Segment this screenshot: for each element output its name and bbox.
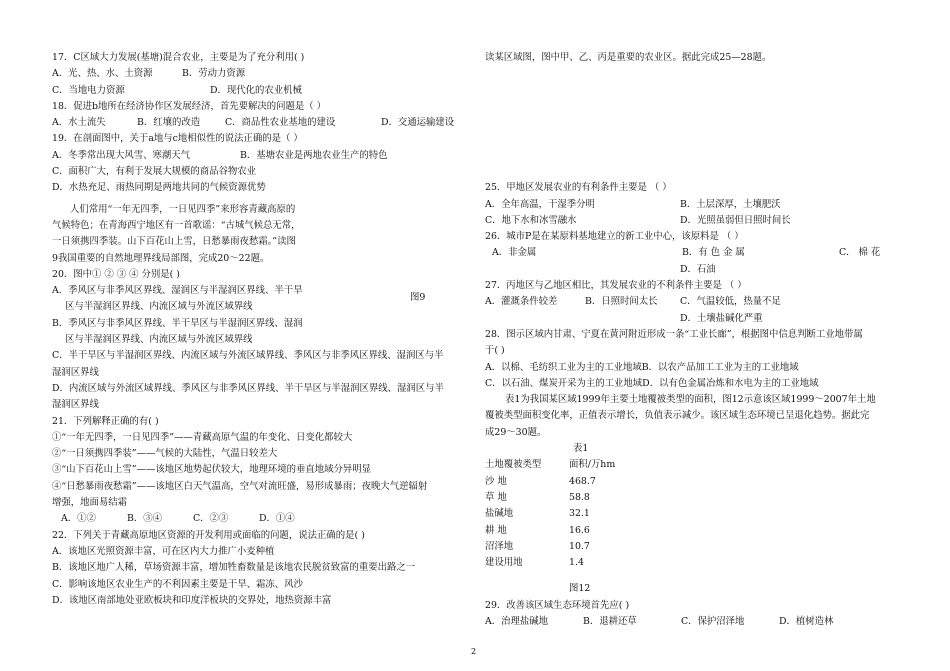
q20-option-d-2: 湿润区界线 (52, 399, 99, 411)
q22-option-c: C．影响该地区农业生产的不利因素主要是干旱、霜冻、风沙 (52, 578, 303, 590)
q20-option-a-2: 区与半湿润区界线、内流区域与外流区域界线 (65, 301, 253, 313)
table-cell-type: 耕 地 (485, 524, 507, 536)
q26-stem: 26．城市P是在某原料基地建立的新工业中心，该原料是 （ ） (485, 231, 744, 243)
q19-option-d: D．水热充足、雨热同期是两地共同的气候资源优势 (52, 182, 266, 194)
q20-option-d-1: D．内流区域与外流区域界线、季风区与非季风区界线、半干旱区与半湿润区界线、湿润区与半 (52, 382, 444, 394)
q29-stem: 29．改善该区域生态环境首先应( ) (485, 599, 630, 611)
q27-option-c: C．气温较低，热量不足 (680, 296, 781, 308)
q25-options-cd (485, 213, 905, 229)
table-row (485, 539, 615, 555)
intro-line-1: 人们常用“一年无四季，一日见四季”来形容青藏高原的 (70, 203, 296, 215)
q26-option-b: B．有 色 金 属 (682, 247, 745, 259)
q25-option-c: C．地下水和冰雪融水 (485, 214, 577, 226)
q21-option-b: B．③④ (127, 513, 163, 525)
table-header (485, 457, 615, 473)
q20-option-c-2: 湿润区界线 (52, 366, 99, 378)
q21-options (52, 511, 467, 527)
q20-stem: 20．图中① ② ③ ④ 分别是( ) (52, 268, 180, 280)
q20-option-b-1: B．季风区与非季风区界线、半干旱区与半湿润区界线、湿润 (52, 317, 303, 329)
land-cover-table (485, 457, 615, 571)
q19-options-ab (52, 148, 467, 164)
q22-stem: 22．下列关于青藏高原地区资源的开发利用或面临的问题，说法正确的是( ) (52, 529, 365, 541)
table-cell-area: 10.7 (569, 540, 590, 552)
q28-option-ab: A．以棉、毛纺织工业为主的工业地域B．以农产品加工工业为主的工业地域 (485, 361, 799, 373)
q18-option-c: C．商品性农业基地的建设 (225, 117, 336, 129)
table-cell-type: 沙 地 (485, 475, 507, 487)
q21-option-a: A．①② (61, 513, 96, 525)
q29-option-d: D．植树造林 (779, 616, 834, 628)
intro-line-2: 气候特色；在青海西宁地区有一首歌谣：“古城气候总无常， (52, 219, 301, 231)
q25-option-a: A．全年高温，干湿季分明 (485, 198, 595, 210)
q25-options-ab (485, 197, 905, 213)
q17-options-ab (52, 66, 467, 82)
table-cell-type: 草 地 (485, 491, 507, 503)
table-header-type: 土地覆被类型 (485, 459, 542, 471)
table-intro-1: 表1为我国某区域1999年主要土地覆被类型的面积，图12示意该区域1999～2007年土地 (505, 394, 876, 406)
q22-option-b: B．该地区地广人稀，草场资源丰富，增加牲畜数量是该地农民脱贫致富的重要出路之一 (52, 562, 416, 574)
table-row (485, 555, 615, 571)
table-row (485, 474, 615, 490)
q21-option-c: C．②③ (193, 513, 229, 525)
q27-option-b: B．日照时间太长 (585, 296, 658, 308)
q21-item-2: ②“一日须携四季装”——气候的大陆性，气温日较差大 (52, 448, 278, 460)
left-column (52, 50, 467, 609)
q18-option-a: A．水土流失 (52, 117, 106, 129)
q20-option-a-1: A．季风区与非季风区界线、湿润区与半湿润区界线、半干旱 (52, 285, 303, 297)
map-placeholder (485, 66, 905, 180)
table-cell-area: 32.1 (569, 508, 590, 520)
table-cell-area: 468.7 (569, 475, 596, 487)
q19-option-c: C．面积广大，有利于发展大规模的商品谷物农业 (52, 166, 257, 178)
table-cell-area: 1.4 (569, 557, 584, 569)
table-row (485, 523, 615, 539)
intro-line-4: 9我国重要的自然地理界线局部图，完成20～22题。 (52, 252, 270, 264)
q27-option-d: D．土壤盐碱化严重 (680, 312, 763, 324)
intro-line-3: 一日须携四季装。山下百花山上雪，日愁暴雨夜愁霜。”读图 (52, 236, 296, 248)
table-title: 表1 (573, 443, 589, 455)
q22-option-d: D．该地区南部地处亚欧板块和印度洋板块的交界处，地热资源丰富 (52, 594, 332, 606)
q28-stem-1: 28．图示区域内甘肃、宁夏在黄河附近形成一条“工业长廊”，根据图中信息判断工业地带属 (485, 328, 863, 340)
q17-option-a: A．光、热、水、土资源 (52, 68, 153, 80)
q26-option-a: A．非金属 (492, 247, 537, 259)
q29-option-a: A．治理盐碱地 (485, 616, 549, 628)
table-cell-type: 盐碱地 (485, 508, 514, 520)
q26-option-d: D．石油 (680, 263, 716, 275)
q21-item-1: ①“一年无四季，一日见四季”——青藏高原气温的年变化、日变化都较大 (52, 431, 353, 443)
q17-option-b: B．劳动力资源 (182, 68, 246, 80)
q29-option-b: B．退耕还草 (583, 616, 637, 628)
q29-options (485, 614, 905, 630)
page-number: 2 (471, 647, 477, 656)
q19-option-b: B．基塘农业是两地农业生产的特色 (240, 149, 388, 161)
q21-stem: 21．下列解释正确的有( ) (52, 415, 159, 427)
q21-item-4a: ④“日愁暴雨夜愁霜”——该地区白天气温高，空气对流旺盛，易形成暴雨；夜晚大气逆辐射 (52, 480, 428, 492)
q26-option-c: C． 棉 花 (839, 247, 881, 259)
q18-options (52, 115, 467, 131)
q19-option-a: A．冬季常出现大风雪、寒潮天气 (52, 149, 191, 161)
q27-stem: 27．丙地区与乙地区相比，其发展农业的不利条件主要是 （ ） (485, 280, 747, 292)
q25-option-d: D．光照虽弱但日照时间长 (680, 214, 791, 226)
q21-item-3: ③“山下百花山上雪”——该地区地势起伏较大，地理环境的垂直地域分异明显 (52, 464, 371, 476)
q18-stem: 18．促进b地所在经济协作区发展经济，首先要解决的问题是（ ） (52, 100, 327, 112)
table-intro-3: 成29～30题。 (485, 426, 547, 438)
table-row (485, 490, 615, 506)
q25-stem: 25．甲地区发展农业的有利条件主要是 （ ） (485, 182, 672, 194)
q20-option-b-2: 区与半湿润区界线、内流区域与外流区域界线 (65, 334, 253, 346)
q22-option-a: A．该地区光照资源丰富，可在区内大力推广小麦种植 (52, 545, 275, 557)
q18-option-b: B．红壤的改造 (137, 117, 201, 129)
q27-options-abc (485, 294, 905, 310)
q17-option-c: C．当地电力资源 (52, 84, 125, 96)
table-cell-type: 沼泽地 (485, 540, 514, 552)
q18-option-d: D．交通运输建设 (381, 117, 455, 129)
figure-9-caption: 图9 (410, 292, 426, 303)
q27-option-a: A．灌溉条件较差 (485, 296, 558, 308)
q21-option-d: D．①④ (259, 513, 295, 525)
q17-option-d: D．现代化的农业机械 (210, 84, 302, 96)
q25-option-b: B．土层深厚，土壤肥沃 (680, 198, 781, 210)
table-row (485, 506, 615, 522)
q17-stem: 17．C区域大力发展(基塘)混合农业，主要是为了充分利用( ) (52, 52, 305, 63)
table-header-area: 面积/万hm (569, 459, 616, 471)
table-cell-area: 16.6 (569, 524, 590, 536)
right-column (485, 50, 905, 630)
q28-stem-2: 于( ) (485, 345, 505, 357)
table-cell-area: 58.8 (569, 491, 590, 503)
q28-option-cd: C．以石油、煤炭开采为主的工业地域D．以有色金属冶炼和水电为主的工业地域 (485, 377, 819, 389)
right-intro: 读某区域图，图中甲、乙、丙是重要的农业区。据此完成25—28题。 (485, 52, 772, 63)
q21-item-4b: 增强，地面易结霜 (52, 497, 128, 509)
q17-options-cd (52, 83, 467, 99)
table-intro-2: 覆被类型面积变化率，正值表示增长，负值表示减少。该区域生态环境已呈退化趋势。据此完 (485, 410, 870, 422)
q29-option-c: C．保护沼泽地 (681, 616, 745, 628)
figure-12-caption: 图12 (569, 583, 591, 595)
table-cell-type: 建设用地 (485, 557, 523, 569)
q20-option-c-1: C．半干旱区与半湿润区界线、内流区域与外流区域界线、季风区与非季风区界线、湿润区与半 (52, 350, 444, 362)
q26-options-abc (485, 245, 905, 261)
q19-stem: 19．在剖面图中，关于a地与c地相似性的说法正确的是（ ） (52, 133, 303, 145)
